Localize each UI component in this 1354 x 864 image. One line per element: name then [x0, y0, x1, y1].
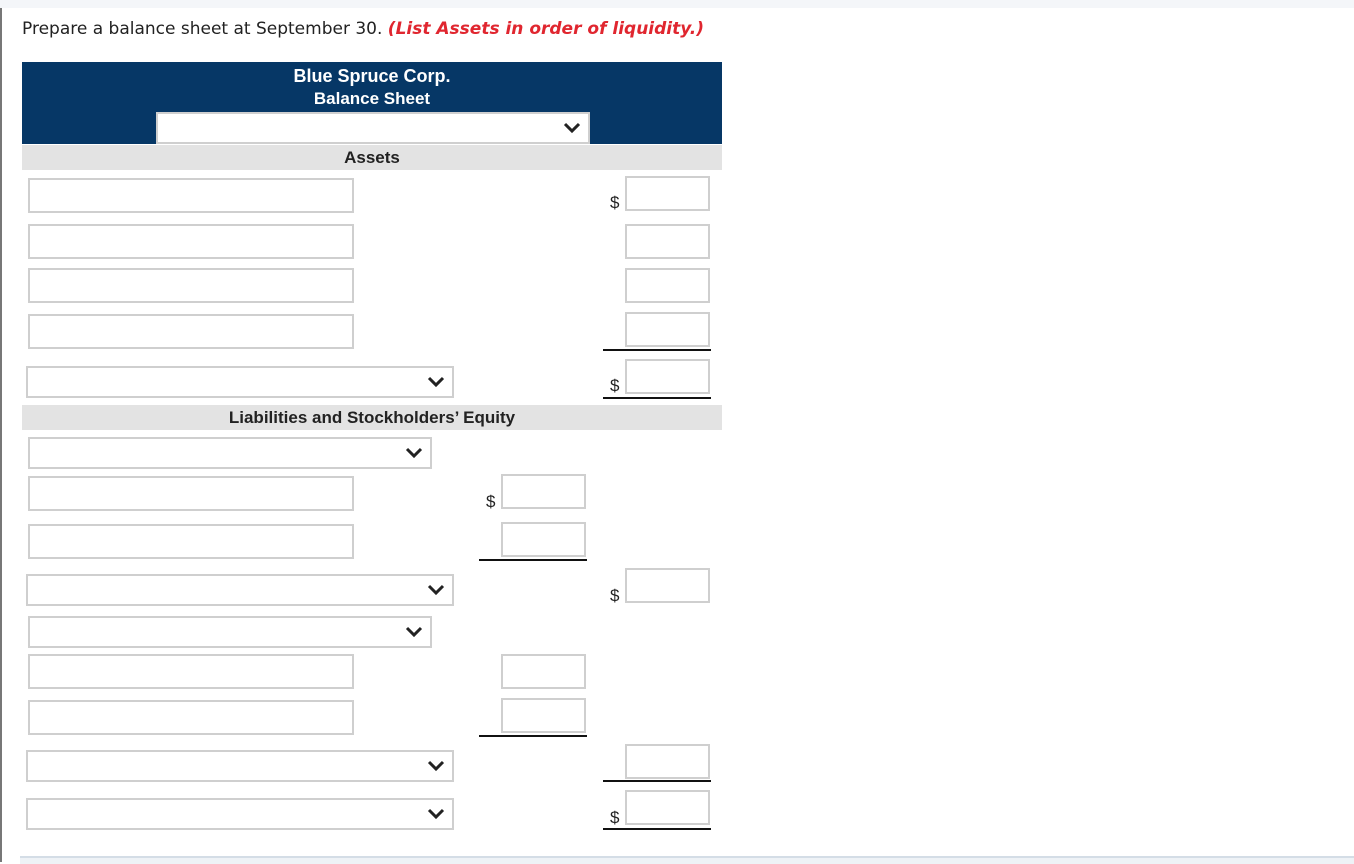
instruction-text [22, 19, 704, 39]
chevron-down-icon [426, 758, 446, 774]
total-liabilities-equity-amount-input[interactable] [625, 790, 710, 825]
liability-account-input-2[interactable] [28, 524, 354, 559]
instruction-emphasis: (List Assets in order of liquidity.) [387, 19, 705, 39]
subtotal-rule [603, 349, 711, 351]
asset-account-input-3[interactable] [28, 268, 354, 303]
total-assets-amount-input[interactable] [625, 359, 710, 394]
liability-account-input-1[interactable] [28, 476, 354, 511]
asset-amount-input-1[interactable] [625, 176, 710, 211]
dollar-sign: $ [610, 376, 620, 395]
total-equity-select[interactable] [26, 750, 454, 782]
liability-amount-input-1[interactable] [501, 474, 586, 509]
liabilities-heading-select[interactable] [28, 437, 432, 469]
dollar-sign: $ [610, 808, 620, 827]
asset-account-input-1[interactable] [28, 178, 354, 213]
statement-title: Balance Sheet [313, 89, 431, 108]
total-rule [603, 397, 711, 399]
equity-heading-select[interactable] [28, 616, 432, 648]
asset-account-input-2[interactable] [28, 224, 354, 259]
chevron-down-icon [562, 120, 582, 136]
asset-amount-input-2[interactable] [625, 224, 710, 259]
section-liabilities-equity: Liabilities and Stockholders’ Equity [22, 405, 722, 430]
chevron-down-icon [404, 624, 424, 640]
chevron-down-icon [426, 374, 446, 390]
total-rule [603, 828, 711, 830]
section-assets: Assets [22, 145, 722, 170]
asset-account-input-4[interactable] [28, 314, 354, 349]
dollar-sign: $ [486, 492, 496, 511]
liability-amount-input-2[interactable] [501, 522, 586, 557]
chevron-down-icon [426, 582, 446, 598]
balance-sheet-header [22, 62, 722, 144]
subtotal-rule [603, 780, 711, 782]
subtotal-rule [479, 559, 587, 561]
total-assets-select[interactable] [26, 366, 454, 398]
equity-amount-input-1[interactable] [501, 654, 586, 689]
chevron-down-icon [404, 445, 424, 461]
instruction-main: Prepare a balance sheet at September 30. [22, 19, 383, 39]
equity-account-input-2[interactable] [28, 700, 354, 735]
asset-amount-input-3[interactable] [625, 268, 710, 303]
chevron-down-icon [426, 806, 446, 822]
bottom-panel-edge [20, 856, 1354, 864]
asset-amount-input-4[interactable] [625, 312, 710, 347]
dollar-sign: $ [610, 193, 620, 212]
left-border [0, 8, 2, 862]
date-select[interactable] [156, 112, 590, 144]
top-strip [0, 0, 1354, 8]
total-liabilities-select[interactable] [26, 574, 454, 606]
equity-account-input-1[interactable] [28, 654, 354, 689]
subtotal-rule [479, 735, 587, 737]
total-liabilities-amount-input[interactable] [625, 568, 710, 603]
total-liabilities-equity-select[interactable] [26, 798, 454, 830]
equity-amount-input-2[interactable] [501, 698, 586, 733]
dollar-sign: $ [610, 586, 620, 605]
total-equity-amount-input[interactable] [625, 744, 710, 779]
company-name: Blue Spruce Corp. [293, 66, 451, 86]
